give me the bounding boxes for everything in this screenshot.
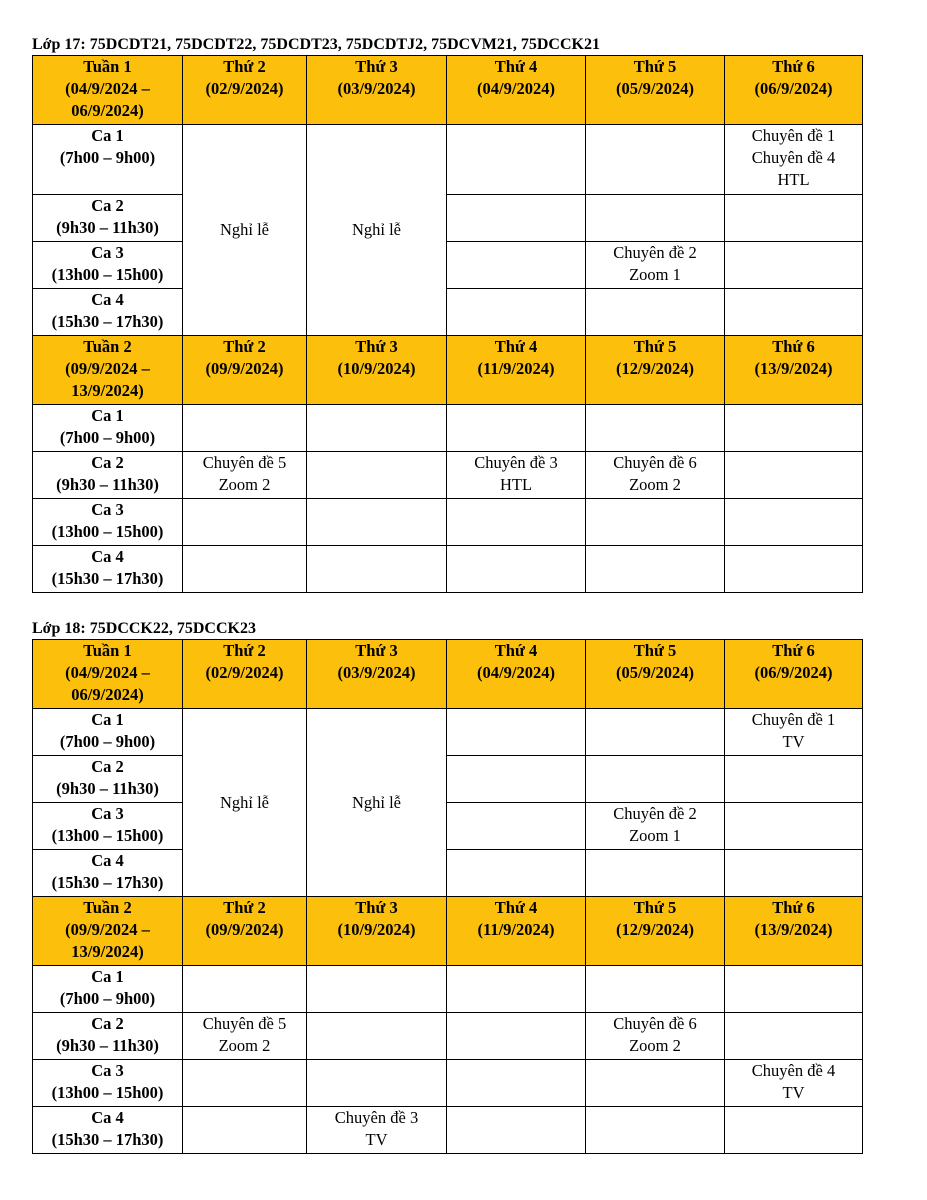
day-header-cell [183,56,307,125]
slot-time: (9h30 – 11h30) [56,1036,159,1055]
schedule-cell [183,1013,307,1060]
slot-row [33,1107,863,1154]
week-header-row [33,336,863,405]
slot-cell [33,125,183,195]
session-room: Zoom 2 [629,475,681,494]
schedule-cell [183,405,307,452]
schedule-cell [447,499,586,546]
slot-row [33,242,863,289]
schedule-cell [725,850,863,897]
day-header-cell [586,336,725,405]
schedule-cell [307,1060,447,1107]
day-header-cell [307,336,447,405]
class-title: Lớp 18: 75DCCK22, 75DCCK23 [32,620,256,637]
slot-name: Ca 2 [91,453,124,472]
schedule-cell [447,125,586,195]
schedule-cell [307,966,447,1013]
schedule-cell [725,756,863,803]
week-label: Tuần 2 [83,898,132,917]
slot-row [33,1060,863,1107]
session-room: TV [365,1130,388,1149]
week-header-row [33,897,863,966]
schedule-cell [586,850,725,897]
slot-cell [33,452,183,499]
session-room: Zoom 1 [629,265,681,284]
slot-row [33,803,863,850]
day-date: (10/9/2024) [337,920,416,939]
slot-cell [33,966,183,1013]
week-range-end: 06/9/2024) [71,685,144,704]
day-header-cell [725,336,863,405]
schedule-cell [447,405,586,452]
holiday-cell: Nghỉ lễ [307,709,447,897]
day-name: Thứ 2 [223,57,266,76]
day-header-cell [586,897,725,966]
session-topic: Chuyên đề 3 [334,1108,419,1127]
day-date: (13/9/2024) [754,359,833,378]
day-name: Thứ 2 [223,337,266,356]
schedule-cell [447,546,586,593]
day-name: Thứ 5 [633,898,677,917]
week-label: Tuần 2 [83,337,132,356]
schedule-cell [307,452,447,499]
week-header-row [33,56,863,125]
week-header-row [33,640,863,709]
schedule-cell [447,709,586,756]
slot-time: (7h00 – 9h00) [59,148,156,167]
day-date: (10/9/2024) [337,359,416,378]
session-room: TV [782,732,805,751]
slot-row [33,1013,863,1060]
slot-row [33,405,863,452]
schedule-cell [447,1013,586,1060]
week-range-start: (04/9/2024 – [65,79,150,98]
week-range-end: 13/9/2024) [71,381,144,400]
schedule-cell [586,452,725,499]
slot-row [33,850,863,897]
schedule-cell [586,405,725,452]
slot-time: (13h00 – 15h00) [51,522,164,541]
schedule-cell [725,125,863,195]
day-date: (03/9/2024) [337,663,416,682]
schedule-cell [725,499,863,546]
schedule-cell [586,1013,725,1060]
slot-cell [33,756,183,803]
schedule-cell [725,1060,863,1107]
slot-name: Ca 3 [91,243,124,262]
day-name: Thứ 6 [772,57,815,76]
day-date: (12/9/2024) [616,920,694,939]
schedule-cell [447,452,586,499]
day-name: Thứ 5 [633,337,677,356]
day-date: (05/9/2024) [616,79,694,98]
day-name: Thứ 6 [772,337,815,356]
schedule-cell [725,966,863,1013]
day-header-cell [183,640,307,709]
schedule-cell [307,499,447,546]
slot-time: (7h00 – 9h00) [59,989,156,1008]
slot-name: Ca 3 [91,500,124,519]
slot-name: Ca 1 [91,967,124,986]
day-header-cell [447,640,586,709]
schedule-table [32,639,863,1154]
week-range-start: (09/9/2024 – [65,920,150,939]
schedule-cell [725,405,863,452]
session-topic: Chuyên đề 2 [613,243,697,262]
schedule-cell [447,850,586,897]
slot-cell [33,1107,183,1154]
session-topic: Chuyên đề 4 [751,1061,836,1080]
schedule-cell [307,405,447,452]
slot-name: Ca 4 [91,1108,124,1127]
session-room: Zoom 2 [218,1036,271,1055]
slot-time: (7h00 – 9h00) [59,428,156,447]
slot-time: (9h30 – 11h30) [56,218,159,237]
slot-row [33,966,863,1013]
session-room: HTL [499,475,533,494]
day-header-cell [307,56,447,125]
week-range-start: (09/9/2024 – [65,359,150,378]
schedule-cell [447,242,586,289]
schedule-cell [725,803,863,850]
session-topic: Chuyên đề 1 [751,710,836,729]
slot-cell [33,405,183,452]
week-range-end: 13/9/2024) [71,942,144,961]
slot-cell [33,195,183,242]
schedule-cell [307,1107,447,1154]
schedule-cell [307,546,447,593]
day-header-cell [586,640,725,709]
week-header-cell [33,640,183,709]
week-range-end: 06/9/2024) [71,101,144,120]
day-date: (09/9/2024) [205,920,284,939]
slot-time: (9h30 – 11h30) [56,779,159,798]
slot-time: (15h30 – 17h30) [51,569,164,588]
schedule-table [32,55,863,593]
day-name: Thứ 4 [494,57,538,76]
slot-cell [33,289,183,336]
schedule-cell [447,195,586,242]
schedule-cell [447,756,586,803]
schedule-cell [183,499,307,546]
day-name: Thứ 4 [494,337,538,356]
slot-cell [33,499,183,546]
schedule-cell [586,125,725,195]
day-date: (04/9/2024) [477,663,555,682]
schedule-cell [183,546,307,593]
session-topic: Chuyên đề 6 [613,453,697,472]
session-room: Zoom 2 [629,1036,681,1055]
schedule-cell [183,1060,307,1107]
day-date: (11/9/2024) [477,359,555,378]
day-header-cell [307,640,447,709]
slot-cell [33,850,183,897]
day-name: Thứ 3 [355,337,398,356]
day-header-cell [183,897,307,966]
day-header-cell [447,56,586,125]
schedule-cell [725,1107,863,1154]
schedule-cell [447,1060,586,1107]
day-name: Thứ 3 [355,898,398,917]
session-room: HTL [777,170,810,189]
slot-row [33,546,863,593]
slot-row [33,452,863,499]
schedule-cell [586,1107,725,1154]
slot-time: (7h00 – 9h00) [59,732,156,751]
schedule-cell [586,966,725,1013]
week-header-cell [33,897,183,966]
slot-row [33,125,863,195]
day-date: (13/9/2024) [754,920,833,939]
schedule-cell [725,195,863,242]
schedule-cell [307,1013,447,1060]
schedule-cell [586,546,725,593]
slot-cell [33,242,183,289]
day-header-cell [586,56,725,125]
class-title: Lớp 17: 75DCDT21, 75DCDT22, 75DCDT23, 75DCDTJ2, 75DCVM21, 75DCCK21 [32,36,600,53]
day-name: Thứ 6 [772,641,815,660]
slot-name: Ca 4 [91,547,124,566]
block-spacer [32,593,862,619]
day-date: (11/9/2024) [477,920,555,939]
slot-time: (15h30 – 17h30) [51,873,164,892]
slot-time: (13h00 – 15h00) [51,1083,164,1102]
slot-name: Ca 4 [91,851,124,870]
slot-row [33,195,863,242]
schedule-cell [586,1060,725,1107]
schedule-cell [586,756,725,803]
day-header-cell [447,336,586,405]
day-name: Thứ 4 [494,898,538,917]
session-topic: Chuyên đề 1 [751,126,836,145]
day-header-cell [725,897,863,966]
schedule-cell [725,242,863,289]
slot-time: (9h30 – 11h30) [56,475,159,494]
schedule-cell [725,452,863,499]
session-topic: Chuyên đề 5 [202,1014,287,1033]
day-name: Thứ 5 [633,57,677,76]
day-header-cell [183,336,307,405]
day-name: Thứ 2 [223,641,266,660]
day-header-cell [447,897,586,966]
schedule-cell [725,289,863,336]
day-date: (05/9/2024) [616,663,694,682]
holiday-cell: Nghỉ lễ [307,125,447,336]
schedule-cell [447,966,586,1013]
schedule-cell [725,709,863,756]
schedule-cell [586,499,725,546]
slot-cell [33,546,183,593]
schedule-cell [586,289,725,336]
day-name: Thứ 5 [633,641,677,660]
schedule-cell [183,452,307,499]
slot-cell [33,803,183,850]
slot-name: Ca 2 [91,1014,124,1033]
slot-time: (13h00 – 15h00) [51,826,164,845]
holiday-cell: Nghỉ lễ [183,125,307,336]
schedule-cell [725,546,863,593]
slot-cell [33,1060,183,1107]
day-date: (06/9/2024) [754,79,833,98]
day-date: (12/9/2024) [616,359,694,378]
schedule-cell [183,1107,307,1154]
day-date: (02/9/2024) [205,663,284,682]
day-name: Thứ 6 [772,898,815,917]
day-name: Thứ 2 [223,898,266,917]
schedule-cell [725,1013,863,1060]
week-header-cell [33,56,183,125]
slot-cell [33,709,183,756]
day-date: (02/9/2024) [205,79,284,98]
schedule-cell [447,803,586,850]
schedule-cell [586,242,725,289]
schedule-cell [586,803,725,850]
slot-name: Ca 1 [91,406,124,425]
slot-name: Ca 1 [91,126,124,145]
slot-row [33,756,863,803]
slot-name: Ca 3 [91,1061,124,1080]
schedule-cell [183,966,307,1013]
schedule-cell [586,709,725,756]
session-topic: Chuyên đề 3 [474,453,558,472]
day-name: Thứ 4 [494,641,538,660]
day-date: (03/9/2024) [337,79,416,98]
week-header-cell [33,336,183,405]
slot-row [33,499,863,546]
session-topic: Chuyên đề 5 [202,453,287,472]
slot-time: (15h30 – 17h30) [51,312,164,331]
day-date: (04/9/2024) [477,79,555,98]
day-header-cell [725,640,863,709]
session-topic: Chuyên đề 4 [751,148,836,167]
day-header-cell [307,897,447,966]
day-header-cell [725,56,863,125]
slot-name: Ca 2 [91,196,124,215]
schedule-cell [586,195,725,242]
slot-time: (15h30 – 17h30) [51,1130,164,1149]
day-date: (09/9/2024) [205,359,284,378]
week-range-start: (04/9/2024 – [65,663,150,682]
session-room: Zoom 1 [629,826,681,845]
schedule-cell [447,1107,586,1154]
schedule-cell [447,289,586,336]
slot-name: Ca 4 [91,290,124,309]
slot-name: Ca 1 [91,710,124,729]
slot-name: Ca 2 [91,757,124,776]
day-name: Thứ 3 [355,641,398,660]
day-date: (06/9/2024) [754,663,833,682]
document-page [32,35,862,1154]
week-label: Tuần 1 [83,57,132,76]
week-label: Tuần 1 [83,641,132,660]
session-topic: Chuyên đề 2 [613,804,697,823]
slot-row [33,709,863,756]
day-name: Thứ 3 [355,57,398,76]
slot-row [33,289,863,336]
session-room: TV [782,1083,805,1102]
slot-time: (13h00 – 15h00) [51,265,164,284]
session-room: Zoom 2 [218,475,271,494]
session-topic: Chuyên đề 6 [613,1014,697,1033]
slot-name: Ca 3 [91,804,124,823]
slot-cell [33,1013,183,1060]
holiday-cell: Nghỉ lễ [183,709,307,897]
